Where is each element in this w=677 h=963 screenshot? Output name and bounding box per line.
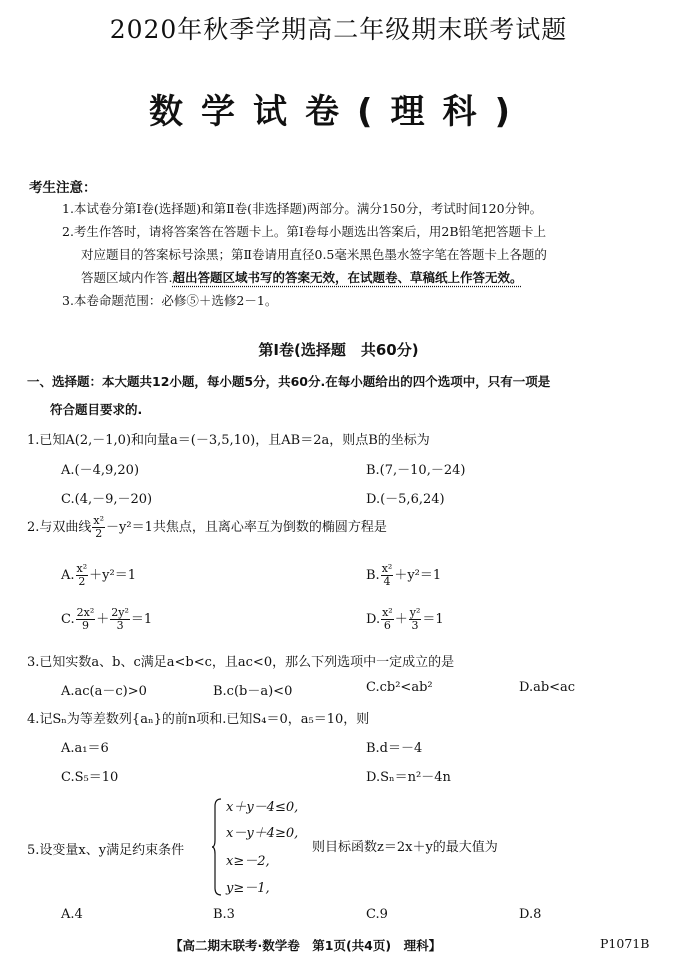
q2-b-num: x² — [381, 562, 393, 575]
q3-stem: 3.已知实数a、b、c满足a<b<c，且ac<0，那么下列选项中一定成立的是 — [27, 655, 455, 670]
q4-stem: 4.记Sₙ为等差数列{aₙ}的前n项和.已知S₄＝0，a₅＝10，则 — [27, 712, 370, 727]
q3-option-c: C.cb²<ab² — [366, 680, 433, 695]
q2-c-den-1: 9 — [81, 619, 89, 632]
q5-condition-1: x＋y－4≤0, — [226, 800, 299, 815]
notice-item-2-line-3 — [81, 268, 523, 286]
q5-option-c: C.9 — [366, 907, 388, 922]
q2-d-den-1: 6 — [383, 619, 391, 632]
q2-a-num: x² — [76, 562, 88, 575]
q2-hyp-den: 2 — [95, 527, 103, 540]
q1-option-b: B.(7,－10,－24) — [366, 463, 466, 478]
q2-b-den: 4 — [383, 575, 391, 588]
q2-option-b — [366, 563, 441, 588]
q2-option-d — [366, 607, 444, 632]
q5-option-d: D.8 — [519, 907, 542, 922]
q1-stem: 1.已知A(2,－1,0)和向量a＝(－3,5,10)，且AB＝2a，则点B的坐标为 — [27, 433, 430, 448]
q5-condition-4: y≥－1, — [226, 881, 270, 896]
notice-item-2-text: 答题区域内作答. — [81, 270, 173, 285]
q2-d-plus: ＋ — [394, 612, 408, 627]
q2-d-den-2: 3 — [411, 619, 419, 632]
q5-brace — [212, 798, 222, 896]
q2-d-fraction-1 — [381, 607, 394, 632]
q2-c-plus: ＋ — [96, 612, 110, 627]
q3-option-d: D.ab<ac — [519, 680, 576, 695]
notice-item-1: 1.本试卷分第Ⅰ卷(选择题)和第Ⅱ卷(非选择题)两部分。满分150分，考试时间120分钟。 — [62, 201, 543, 216]
notice-item-2-line-2: 对应题目的答案标号涂黑；第Ⅱ卷请用直径0.5毫米黑色墨水签字笔在答题卡上各题的 — [81, 247, 547, 262]
q2-a-rest: ＋y²＝1 — [89, 568, 136, 583]
q2-b-label: B. — [366, 568, 380, 583]
subject-title: 数学试卷(理科) — [148, 92, 529, 132]
q4-option-c: C.S₅＝10 — [61, 770, 119, 785]
q2-d-num-1: x² — [382, 606, 393, 619]
section-title: 第Ⅰ卷(选择题 共60分) — [258, 341, 419, 359]
q2-c-num-1: 2x² — [76, 606, 95, 619]
q2-b-fraction — [381, 563, 394, 588]
q1-option-a: A.(－4,9,20) — [61, 463, 140, 478]
exam-title: 2020年秋季学期高二年级期末联考试题 — [109, 15, 568, 44]
q2-b-rest: ＋y²＝1 — [394, 568, 442, 583]
q2-stem-suffix: －y²＝1共焦点，且离心率互为倒数的椭圆方程是 — [106, 520, 387, 535]
q2-c-num-2: 2y² — [111, 606, 129, 619]
q2-hyperbola-fraction — [92, 515, 105, 540]
footer-label: 【高二期末联考·数学卷 第1页(共4页) 理科】 — [170, 938, 442, 953]
q2-c-label: C. — [61, 612, 75, 627]
q2-a-label: A. — [61, 568, 75, 583]
q2-d-label: D. — [366, 612, 381, 627]
q1-option-c: C.(4,－9,－20) — [61, 492, 153, 507]
notice-item-2-line-1: 2.考生作答时，请将答案答在答题卡上。第Ⅰ卷每小题选出答案后，用2B铅笔把答题卡上 — [62, 224, 547, 239]
q2-d-fraction-2 — [409, 607, 422, 632]
q1-option-d: D.(－5,6,24) — [366, 492, 445, 507]
q2-a-fraction — [76, 563, 89, 588]
notice-heading: 考生注意： — [29, 180, 97, 196]
q2-c-fraction-2 — [110, 607, 130, 632]
q3-option-a: A.ac(a－c)>0 — [61, 684, 147, 699]
q4-option-a: A.a₁＝6 — [61, 741, 109, 756]
footer-code: P1071B — [600, 936, 650, 951]
q2-hyp-num: x² — [93, 514, 105, 527]
q2-c-rest: ＝1 — [130, 612, 153, 627]
q3-option-b: B.c(b－a)<0 — [213, 684, 293, 699]
q2-option-c — [61, 607, 152, 632]
q2-stem — [27, 515, 387, 540]
q5-option-a: A.4 — [61, 907, 83, 922]
q2-d-num-2: y² — [409, 606, 421, 619]
notice-emphasis: 超出答题区域书写的答案无效，在试题卷、草稿纸上作答无效。 — [172, 270, 523, 285]
q2-stem-prefix: 2.与双曲线 — [27, 520, 92, 535]
q2-option-a — [61, 563, 136, 588]
q5-stem-suffix: 则目标函数z＝2x＋y的最大值为 — [312, 840, 498, 855]
q5-stem-prefix: 5.设变量x、y满足约束条件 — [27, 843, 185, 858]
section-intro-line-1: 一、选择题：本大题共12小题，每小题5分，共60分.在每小题给出的四个选项中，只有一项是 — [27, 374, 551, 389]
notice-item-3: 3.本卷命题范围：必修⑤＋选修2－1。 — [62, 293, 278, 308]
q5-condition-3: x≥－2, — [226, 854, 270, 869]
q2-c-den-2: 3 — [116, 619, 124, 632]
q4-option-b: B.d＝－4 — [366, 741, 423, 756]
section-intro-line-2: 符合题目要求的. — [50, 402, 143, 417]
q4-option-d: D.Sₙ＝n²－4n — [366, 770, 451, 785]
q2-a-den: 2 — [78, 575, 86, 588]
q2-c-fraction-1 — [76, 607, 96, 632]
q5-option-b: B.3 — [213, 907, 235, 922]
q5-condition-2: x－y＋4≥0, — [226, 826, 299, 841]
q2-d-rest: ＝1 — [422, 612, 444, 627]
